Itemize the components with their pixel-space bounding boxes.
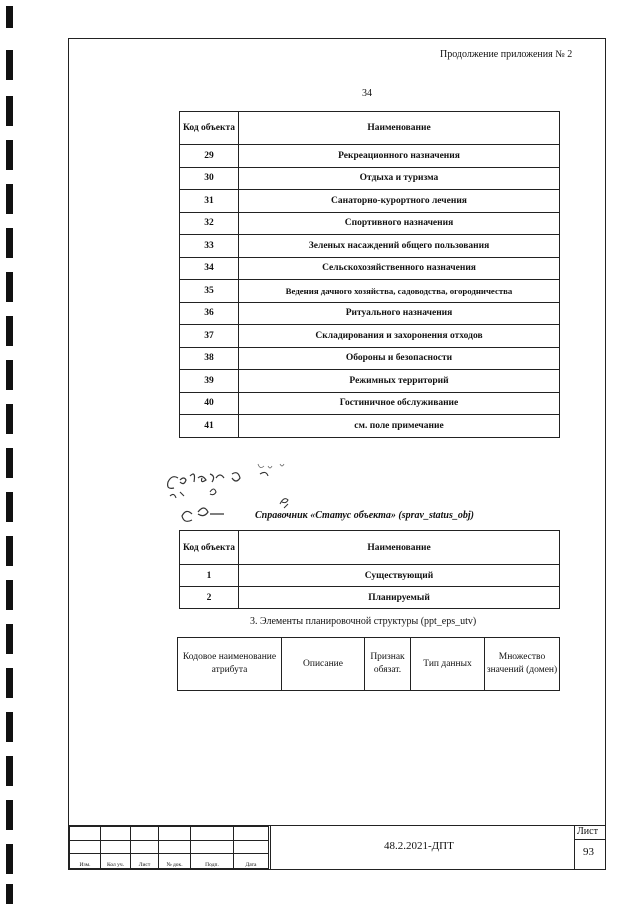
table-row (180, 370, 560, 393)
binder-mark (6, 492, 13, 522)
column-header-code: Код объекта (180, 531, 239, 565)
binder-mark (6, 536, 13, 566)
table-row (180, 190, 560, 213)
column-header-description: Описание (282, 638, 365, 691)
table-row (180, 280, 560, 303)
table-row (180, 145, 560, 168)
status-reference-title: Справочник «Статус объекта» (sprav_status_obj) (255, 510, 474, 521)
handwritten-annotation (150, 462, 290, 534)
code-cell: 40 (180, 392, 239, 415)
table-row (180, 347, 560, 370)
code-cell: 34 (180, 257, 239, 280)
binder-mark (6, 360, 13, 390)
binder-mark (6, 140, 13, 170)
label-sheet: Лист (131, 854, 159, 869)
column-header-name: Наименование (239, 112, 560, 145)
code-cell: 37 (180, 325, 239, 348)
code-cell: 36 (180, 302, 239, 325)
name-cell: Существующий (239, 565, 560, 587)
table-row (180, 325, 560, 348)
name-cell: Спортивного назначения (239, 212, 560, 235)
column-header-domain: Множество значений (домен) (485, 638, 560, 691)
document-code: 48.2.2021-ДПТ (384, 840, 454, 852)
name-cell: Гостиничное обслуживание (239, 392, 560, 415)
code-cell: 1 (180, 565, 239, 587)
name-cell: Рекреационного назначения (239, 145, 560, 168)
binder-mark (6, 6, 13, 28)
name-cell: Ведения дачного хозяйства, садоводства, огородничества (239, 280, 560, 303)
name-cell: Сельскохозяйственного назначения (239, 257, 560, 280)
table-row (180, 415, 560, 438)
name-cell: Обороны и безопасности (239, 347, 560, 370)
binder-mark (6, 50, 13, 80)
sheet-label: Лист (577, 826, 598, 837)
table-row (180, 212, 560, 235)
table-row (180, 565, 560, 587)
revision-grid (69, 826, 269, 869)
code-cell: 32 (180, 212, 239, 235)
binder-mark (6, 448, 13, 478)
code-cell: 29 (180, 145, 239, 168)
sheet-number: 93 (583, 846, 594, 858)
code-cell: 39 (180, 370, 239, 393)
binder-mark (6, 316, 13, 346)
code-cell: 41 (180, 415, 239, 438)
column-header-required: Признак обязат. (365, 638, 411, 691)
table-row (180, 235, 560, 258)
column-header-name: Наименование (239, 531, 560, 565)
appendix-caption: Продолжение приложения № 2 (440, 49, 573, 60)
binder-mark (6, 884, 13, 904)
binder-mark (6, 580, 13, 610)
name-cell: Отдыха и туризма (239, 167, 560, 190)
table-row (180, 302, 560, 325)
label-doc-number: № док. (159, 854, 191, 869)
label-change: Изм. (70, 854, 101, 869)
code-cell: 38 (180, 347, 239, 370)
planning-structure-table (177, 637, 560, 691)
column-header-code: Код объекта (180, 112, 239, 145)
binder-mark (6, 272, 13, 302)
name-cell: Зеленых насаждений общего пользования (239, 235, 560, 258)
label-quantity: Кол уч. (101, 854, 131, 869)
name-cell: см. поле примечание (239, 415, 560, 438)
binder-mark (6, 844, 13, 874)
binder-mark (6, 96, 13, 126)
column-header-attribute: Кодовое наименование атрибута (178, 638, 282, 691)
title-block-divider (574, 839, 606, 840)
name-cell: Планируемый (239, 587, 560, 609)
label-date: Дата (234, 854, 269, 869)
binder-mark (6, 712, 13, 742)
section-3-title: 3. Элементы планировочной структуры (ppt_eps_utv) (250, 616, 477, 627)
binder-mark (6, 668, 13, 698)
binder-mark (6, 184, 13, 214)
binder-mark (6, 800, 13, 830)
table-row (180, 392, 560, 415)
table-row (180, 167, 560, 190)
binder-mark (6, 404, 13, 434)
binder-mark (6, 756, 13, 786)
label-signature: Подп. (191, 854, 234, 869)
table-row (180, 257, 560, 280)
name-cell: Ритуального назначения (239, 302, 560, 325)
object-codes-table (179, 111, 560, 438)
code-cell: 31 (180, 190, 239, 213)
binder-mark (6, 624, 13, 654)
name-cell: Складирования и захоронения отходов (239, 325, 560, 348)
code-cell: 35 (180, 280, 239, 303)
title-block-divider (574, 825, 575, 870)
title-block-divider (270, 825, 271, 870)
page-number: 34 (362, 88, 372, 99)
object-status-table (179, 530, 560, 609)
code-cell: 2 (180, 587, 239, 609)
name-cell: Режимных территорий (239, 370, 560, 393)
code-cell: 33 (180, 235, 239, 258)
column-header-data-type: Тип данных (411, 638, 485, 691)
binder-mark (6, 228, 13, 258)
code-cell: 30 (180, 167, 239, 190)
table-row (180, 587, 560, 609)
name-cell: Санаторно-курортного лечения (239, 190, 560, 213)
